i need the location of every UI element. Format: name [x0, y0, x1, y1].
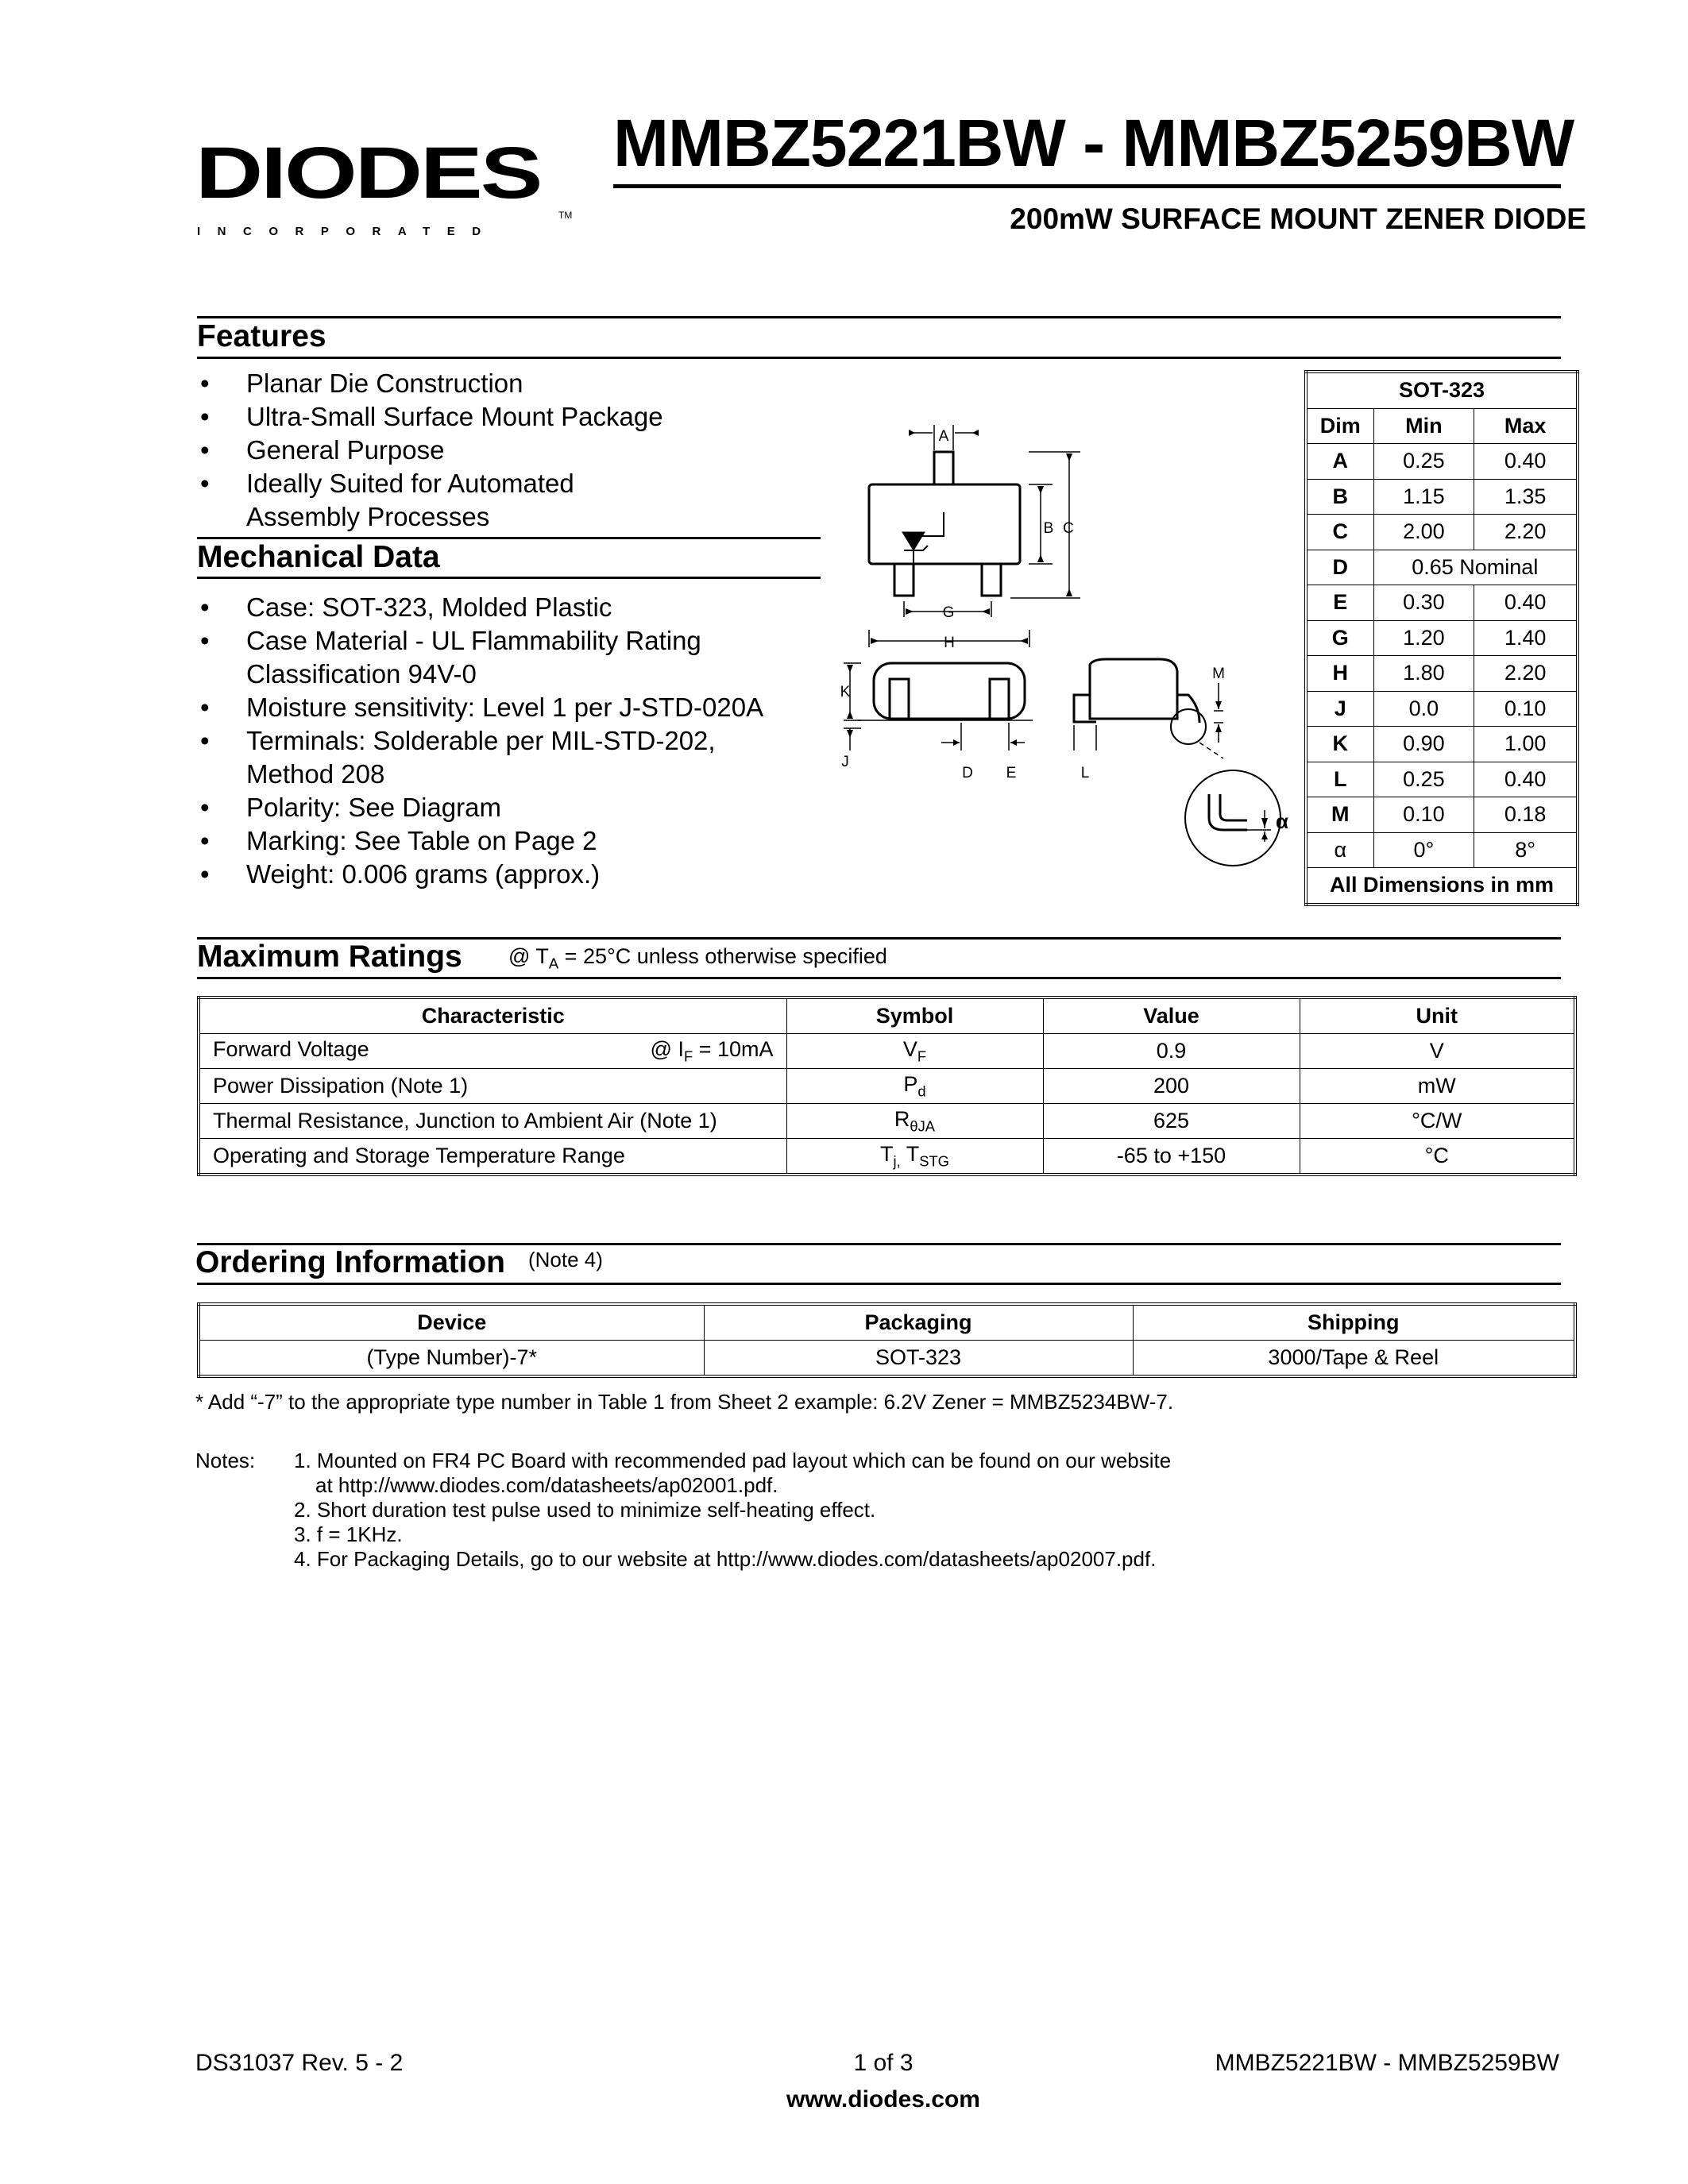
min-cell: 1.15 — [1373, 479, 1474, 515]
condition-part: = 10mA — [693, 1036, 774, 1061]
value-cell: 625 — [1043, 1104, 1300, 1139]
features-heading: Features — [197, 319, 326, 353]
ordering-note-ref: (Note 4) — [528, 1248, 603, 1271]
column-header: Max — [1474, 408, 1578, 444]
dim-cell: M — [1306, 797, 1373, 833]
ratings-heading: Maximum Ratings — [197, 940, 462, 974]
company-logo-subtitle: INCORPORATED — [197, 225, 498, 238]
characteristic-cell — [199, 1034, 786, 1069]
package-outline-diagram — [826, 409, 1303, 878]
dim-cell: L — [1306, 762, 1373, 797]
ordering-rule — [197, 1283, 1561, 1285]
value-cell: 0.9 — [1043, 1034, 1300, 1069]
column-header: Value — [1043, 997, 1300, 1034]
ordering-table — [197, 1302, 1577, 1378]
list-item: • Planar Die Construction — [197, 367, 769, 400]
characteristic-cell: Power Dissipation (Note 1) — [199, 1069, 786, 1104]
min-cell: 0.25 — [1373, 444, 1474, 480]
table-row — [199, 1341, 1575, 1377]
lead-top — [934, 452, 953, 484]
min-cell: 1.20 — [1373, 620, 1474, 656]
company-logo: DIODES — [195, 132, 541, 214]
min-cell: 1.80 — [1373, 656, 1474, 692]
condition-text: = 25°C unless otherwise specified — [558, 944, 887, 968]
dim-cell: A — [1306, 444, 1373, 480]
title-rule — [613, 184, 1561, 188]
footer-website-link[interactable]: www.diodes.com — [786, 2086, 980, 2113]
list-item: • Case: SOT-323, Molded Plastic — [197, 591, 817, 624]
dim-cell: D — [1306, 550, 1373, 585]
dim-label-g: G — [942, 604, 955, 621]
ratings-condition — [508, 944, 887, 972]
features-rule — [197, 357, 1561, 359]
symbol-sub: d — [917, 1082, 926, 1100]
condition-sub: A — [548, 955, 559, 972]
package-body-end-view — [1090, 659, 1177, 719]
table-row — [1306, 479, 1578, 515]
notes-list — [294, 1449, 1171, 1572]
notes-label: Notes: — [195, 1449, 256, 1472]
max-cell: 2.20 — [1474, 515, 1578, 550]
dim-label-a: A — [938, 428, 949, 445]
unit-cell: mW — [1300, 1069, 1575, 1104]
symbol-text: V — [902, 1036, 917, 1061]
note-item: 4. For Packaging Details, go to our website at http://www.diodes.com/datasheets/ap02007.pdf. — [294, 1547, 1157, 1571]
list-item: • General Purpose — [197, 434, 769, 467]
list-item: • Terminals: Solderable per MIL-STD-202, Method 208 — [197, 724, 802, 791]
mechanical-rule — [197, 577, 821, 579]
dim-label-k: K — [840, 684, 851, 700]
symbol-sub: F — [917, 1048, 927, 1065]
table-row — [1306, 762, 1578, 797]
column-header: Device — [199, 1304, 704, 1341]
max-cell: 0.18 — [1474, 797, 1578, 833]
footer-doc-number: DS31037 Rev. 5 - 2 — [195, 2050, 404, 2076]
characteristic-text: Forward Voltage — [213, 1036, 369, 1061]
table-row — [1306, 797, 1578, 833]
column-header: Symbol — [786, 997, 1043, 1034]
dim-cell: K — [1306, 727, 1373, 762]
footer-part-number: MMBZ5221BW - MMBZ5259BW — [1215, 2050, 1559, 2076]
mechanical-heading: Mechanical Data — [197, 540, 440, 574]
symbol-text: T — [880, 1141, 894, 1166]
min-cell: 2.00 — [1373, 515, 1474, 550]
symbol-cell — [786, 1069, 1043, 1104]
table-row — [1306, 727, 1578, 762]
max-cell: 1.00 — [1474, 727, 1578, 762]
list-item: • Marking: See Table on Page 2 — [197, 824, 817, 858]
list-item: • Weight: 0.006 grams (approx.) — [197, 858, 817, 891]
list-item: • Ideally Suited for Automated Assembly Processes — [197, 467, 691, 534]
symbol-sub: θJA — [910, 1117, 936, 1135]
features-top-rule — [197, 316, 1561, 318]
dim-cell: G — [1306, 620, 1373, 656]
dim-label-d: D — [962, 765, 973, 781]
condition-text — [651, 1037, 774, 1065]
max-cell: 8° — [1474, 832, 1578, 868]
ratings-rule — [197, 977, 1561, 979]
symbol-text: T — [900, 1141, 920, 1166]
list-item: • Case Material - UL Flammability Rating Classification 94V-0 — [197, 624, 755, 691]
max-cell: 0.40 — [1474, 585, 1578, 621]
table-row — [1306, 620, 1578, 656]
dim-label-l: L — [1080, 765, 1090, 781]
value-cell: -65 to +150 — [1043, 1139, 1300, 1175]
table-footer: All Dimensions in mm — [1306, 868, 1578, 905]
table-row — [199, 1069, 1575, 1104]
ordering-footnote: * Add “-7” to the appropriate type number in Table 1 from Sheet 2 example: 6.2V Zener = MMBZ5234BW-7. — [195, 1390, 1174, 1414]
max-cell: 2.20 — [1474, 656, 1578, 692]
min-cell: 0.30 — [1373, 585, 1474, 621]
ordering-heading: Ordering Information — [195, 1245, 505, 1279]
lead-right — [982, 564, 1001, 596]
packaging-cell: SOT-323 — [704, 1341, 1133, 1377]
symbol-sub: STG — [919, 1152, 949, 1170]
zener-symbol-icon — [902, 532, 925, 550]
lead-left — [894, 564, 914, 596]
dim-label-h: H — [944, 635, 955, 651]
unit-cell: °C — [1300, 1139, 1575, 1175]
column-header: Characteristic — [199, 997, 786, 1034]
column-header: Packaging — [704, 1304, 1133, 1341]
trademark-mark: TM — [558, 210, 573, 221]
max-cell: 0.40 — [1474, 762, 1578, 797]
condition-text: @ T — [508, 944, 549, 968]
mechanical-list — [197, 591, 817, 891]
symbol-text: R — [894, 1106, 910, 1131]
dim-label-c: C — [1063, 520, 1074, 537]
table-row — [1306, 656, 1578, 692]
dim-cell: B — [1306, 479, 1373, 515]
max-cell: 1.35 — [1474, 479, 1578, 515]
min-cell: 0.25 — [1373, 762, 1474, 797]
note-item: 1. Mounted on FR4 PC Board with recommended pad layout which can be found on our website — [294, 1449, 1172, 1472]
document-subtitle: 200mW SURFACE MOUNT ZENER DIODE — [1010, 203, 1586, 235]
min-cell: 0° — [1373, 832, 1474, 868]
list-item: • Ultra-Small Surface Mount Package — [197, 400, 769, 434]
column-header: Unit — [1300, 997, 1575, 1034]
symbol-cell — [786, 1139, 1043, 1175]
lead-side-left — [890, 679, 909, 719]
table-title: SOT-323 — [1306, 372, 1578, 408]
symbol-cell — [786, 1104, 1043, 1139]
list-item: • Polarity: See Diagram — [197, 791, 817, 824]
unit-cell: °C/W — [1300, 1104, 1575, 1139]
dim-cell: C — [1306, 515, 1373, 550]
characteristic-cell: Thermal Resistance, Junction to Ambient Air (Note 1) — [199, 1104, 786, 1139]
column-header: Min — [1373, 408, 1474, 444]
shipping-cell: 3000/Tape & Reel — [1133, 1341, 1575, 1377]
symbol-sub: j, — [893, 1152, 901, 1170]
min-cell: 0.0 — [1373, 691, 1474, 727]
list-item: • Moisture sensitivity: Level 1 per J-STD-020A — [197, 691, 817, 724]
document-title: MMBZ5221BW - MMBZ5259BW — [613, 106, 1574, 180]
unit-cell: V — [1300, 1034, 1575, 1069]
package-body-side-view — [874, 663, 1025, 719]
table-row — [1306, 585, 1578, 621]
dim-label-j: J — [841, 754, 849, 770]
nominal-cell: 0.65 Nominal — [1373, 550, 1578, 585]
table-row — [1306, 515, 1578, 550]
column-header: Shipping — [1133, 1304, 1575, 1341]
dim-label-b: B — [1043, 520, 1054, 537]
dim-label-m: M — [1212, 666, 1225, 682]
max-cell: 0.40 — [1474, 444, 1578, 480]
dim-cell: H — [1306, 656, 1373, 692]
mechanical-top-rule — [197, 537, 821, 539]
dim-cell: α — [1306, 832, 1373, 868]
condition-sub: F — [683, 1048, 693, 1065]
max-ratings-table — [197, 996, 1577, 1176]
max-cell: 1.40 — [1474, 620, 1578, 656]
features-list — [197, 367, 769, 534]
dimensions-table — [1304, 370, 1579, 906]
note-item: 3. f = 1KHz. — [294, 1522, 403, 1546]
footer-page-number: 1 of 3 — [853, 2050, 914, 2076]
lead-side-right — [990, 679, 1009, 719]
column-header: Dim — [1306, 408, 1373, 444]
min-cell: 0.10 — [1373, 797, 1474, 833]
symbol-text: P — [903, 1071, 918, 1096]
characteristic-cell: Operating and Storage Temperature Range — [199, 1139, 786, 1175]
table-row — [1306, 832, 1578, 868]
device-cell: (Type Number)-7* — [199, 1341, 704, 1377]
table-row — [199, 1034, 1575, 1069]
symbol-cell — [786, 1034, 1043, 1069]
table-row — [199, 1104, 1575, 1139]
table-row — [1306, 550, 1578, 585]
table-row — [1306, 691, 1578, 727]
table-row — [1306, 444, 1578, 480]
dim-cell: J — [1306, 691, 1373, 727]
dim-label-e: E — [1006, 765, 1017, 781]
table-row — [199, 1139, 1575, 1175]
value-cell: 200 — [1043, 1069, 1300, 1104]
note-item: at http://www.diodes.com/datasheets/ap02001.pdf. — [315, 1473, 778, 1497]
min-cell: 0.90 — [1373, 727, 1474, 762]
max-cell: 0.10 — [1474, 691, 1578, 727]
condition-part: @ I — [650, 1036, 684, 1061]
dim-cell: E — [1306, 585, 1373, 621]
note-item: 2. Short duration test pulse used to minimize self-heating effect. — [294, 1498, 876, 1522]
dim-label-alpha: α — [1276, 809, 1288, 833]
